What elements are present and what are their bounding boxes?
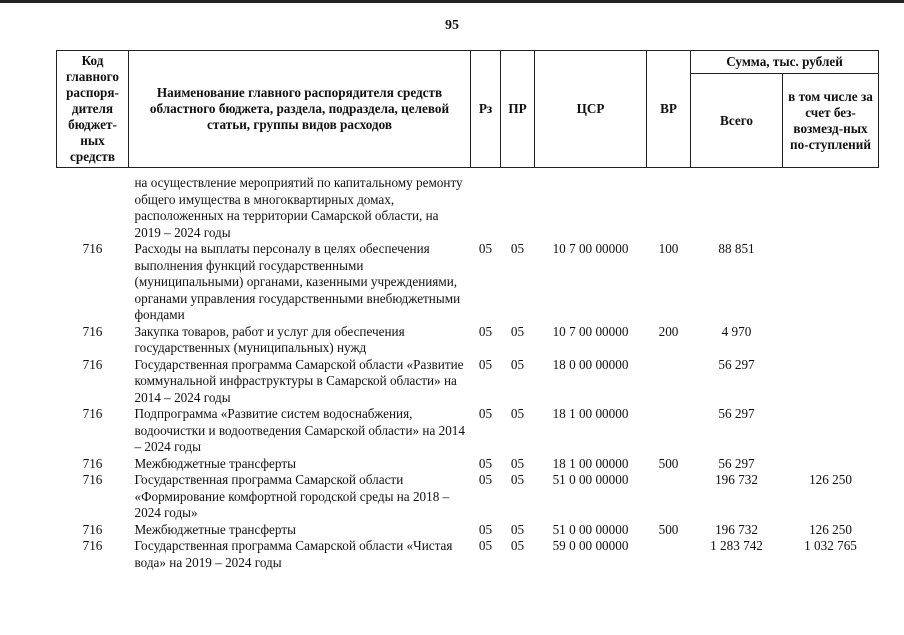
row-free: 1 032 765: [804, 538, 857, 553]
header-vr: ВР: [647, 51, 691, 168]
row-csr: 10 7 00 00000: [552, 241, 629, 256]
row-total: 56 297: [718, 455, 755, 471]
page-number: 95: [445, 18, 459, 33]
table-row: [57, 324, 879, 357]
row-code: 716: [82, 472, 103, 487]
row-code: [57, 175, 129, 241]
row-pr: 05: [510, 455, 525, 471]
top-rule: [0, 0, 904, 3]
row-rz: 05: [478, 356, 493, 372]
table-row: [57, 357, 879, 407]
row-vr: 500: [658, 521, 679, 537]
row-free: [783, 406, 879, 456]
row-code: 716: [82, 521, 103, 537]
header-name: Наименование главного распорядителя средств областного бюджета, раздела, подраздела, целевой статьи, группы видов расходов: [129, 51, 471, 168]
row-name: Государственная программа Самарской области «Формирование комфортной городской среды на 2018 – 2024 годы»: [134, 472, 450, 520]
budget-table: [56, 50, 879, 571]
row-free: 126 250: [809, 472, 852, 487]
table-row: [57, 406, 879, 456]
row-code: 716: [82, 406, 103, 421]
row-total: 56 297: [718, 406, 755, 421]
row-vr: [647, 357, 691, 407]
row-total: 88 851: [718, 241, 755, 256]
row-rz: 05: [478, 538, 493, 553]
row-rz: 05: [478, 241, 493, 256]
row-name: Подпрограмма «Развитие систем водоснабжения, водоочистки и водоотведения Самарской области» на 2014 – 2024 годы: [134, 406, 465, 454]
row-code: 716: [82, 241, 103, 256]
row-pr: [501, 175, 535, 241]
row-csr: 59 0 00 00000: [552, 538, 629, 553]
row-rz: 05: [478, 455, 493, 471]
table-body: [57, 168, 879, 572]
row-csr: 18 1 00 00000: [552, 455, 629, 471]
row-total: [691, 175, 783, 241]
row-csr: 51 0 00 00000: [552, 472, 629, 487]
header-total: Всего: [691, 74, 783, 168]
row-free: 126 250: [809, 521, 852, 537]
row-free: [783, 456, 879, 473]
header-sum: Сумма, тыс. рублей: [691, 51, 879, 74]
row-pr: 05: [510, 323, 525, 339]
row-total: 4 970: [721, 323, 752, 339]
row-total: 196 732: [715, 521, 758, 537]
header-spacer: [57, 168, 879, 176]
row-code: 716: [82, 323, 103, 339]
row-csr: 10 7 00 00000: [552, 323, 629, 339]
row-vr: 500: [658, 455, 679, 471]
row-csr: 18 0 00 00000: [552, 356, 629, 372]
row-rz: 05: [478, 406, 493, 421]
header-code: Код главного распоря-дителя бюджет-ных средств: [57, 51, 129, 168]
table-row: [57, 472, 879, 522]
row-pr: 05: [510, 521, 525, 537]
header-rz: Рз: [471, 51, 501, 168]
row-free: [783, 175, 879, 241]
row-pr: 05: [510, 241, 525, 256]
row-vr: [647, 538, 691, 571]
header-csr: ЦСР: [535, 51, 647, 168]
row-name: Государственная программа Самарской области «Развитие коммунальной инфраструктуры в Самарской области» на 2014 – 2024 годы: [134, 356, 464, 405]
row-vr: 100: [658, 241, 679, 256]
table-row: [57, 175, 879, 241]
row-rz: [471, 175, 501, 241]
table-row: [57, 538, 879, 571]
row-free: [783, 324, 879, 357]
row-code: 716: [82, 455, 103, 471]
row-code: 716: [82, 538, 103, 553]
row-csr: 18 1 00 00000: [552, 406, 629, 421]
row-csr: [535, 175, 647, 241]
table-header: [57, 51, 879, 168]
row-pr: 05: [510, 538, 525, 553]
row-name: Межбюджетные трансферты: [134, 521, 296, 537]
row-name: Расходы на выплаты персоналу в целях обеспечения выполнения функций государственными (муниципальными) органами, казенными учреждениями, органами управления государственными внебюджетными фондами: [134, 241, 461, 322]
row-pr: 05: [510, 472, 525, 487]
row-name: Закупка товаров, работ и услуг для обеспечения государственных (муниципальных) нужд: [134, 323, 405, 355]
table-row: [57, 241, 879, 324]
row-pr: 05: [510, 356, 525, 372]
row-name: Межбюджетные трансферты: [134, 455, 296, 471]
header-free: в том числе за счет без-возмезд-ных по-ступлений: [783, 74, 879, 168]
row-total: 1 283 742: [710, 538, 763, 553]
table-row: [57, 456, 879, 473]
row-total: 196 732: [715, 472, 758, 487]
row-vr: 200: [658, 323, 679, 339]
row-vr: [647, 406, 691, 456]
table-row: [57, 522, 879, 539]
row-code: 716: [82, 356, 103, 372]
header-pr: ПР: [501, 51, 535, 168]
row-rz: 05: [478, 472, 493, 487]
row-vr: [647, 175, 691, 241]
row-vr: [647, 472, 691, 522]
row-total: 56 297: [718, 356, 755, 372]
row-free: [783, 241, 879, 324]
row-free: [783, 357, 879, 407]
row-name: Государственная программа Самарской области «Чистая вода» на 2019 – 2024 годы: [134, 538, 453, 570]
row-rz: 05: [478, 323, 493, 339]
row-rz: 05: [478, 521, 493, 537]
row-name: на осуществление мероприятий по капитальному ремонту общего имущества в многоквартирных домах, расположенных на территории Самарской области, на 2019 – 2024 годы: [134, 175, 463, 240]
row-csr: 51 0 00 00000: [552, 521, 629, 537]
row-pr: 05: [510, 406, 525, 421]
